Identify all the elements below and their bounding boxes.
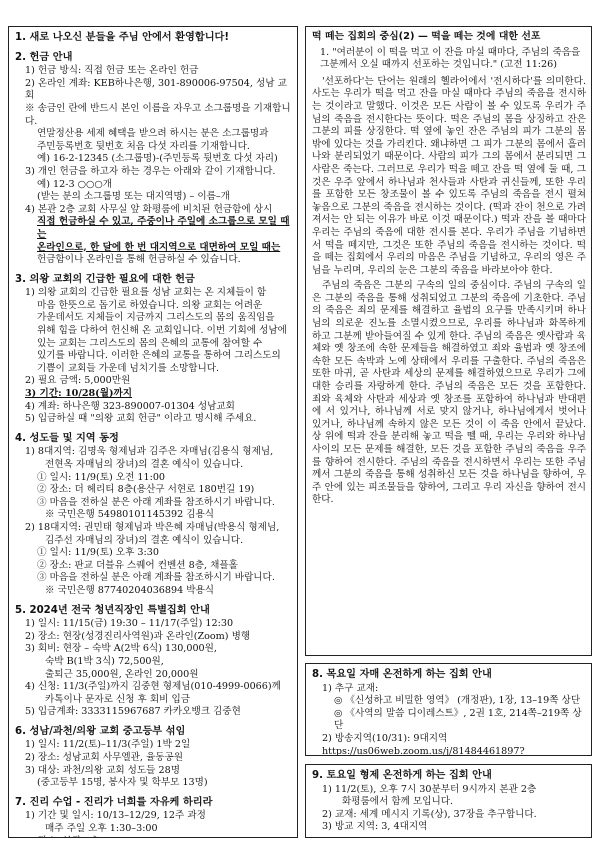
uiwang-line: 마음 한뜻으로 돕기로 하였습니다. 의왕 교회는 어려운 [37, 299, 263, 311]
youth-line: 5) 입금계좌: 3333115967687 카카오뱅크 김중현 [25, 706, 241, 718]
news-line: ② 장소: 더 헤리티 8층(용산구 서현로 180번길 19) [37, 484, 255, 496]
uiwang-deadline: 3) 기간: 10/28(월)까지 [25, 388, 133, 400]
news-line: ※ 국민은행 87740204036894 박용식 [45, 584, 215, 596]
article-title: 떡 떼는 집회의 중심(2) — 떡을 떼는 것에 대한 선포 [312, 31, 541, 42]
offering-line: ※ 송금인 란에 반드시 본인 이름을 자우고 소그룹명을 기재합니다. [25, 102, 291, 127]
article-verse: 1. "여러분이 이 떡을 먹고 이 잔을 마실 때마다, 주님의 죽음을 그분께서 오실 때까지 선포하는 것입니다." (고전 11:26) [320, 46, 581, 71]
article-paragraph: 주님의 죽음은 그분의 구속의 일의 중심이다. 주님의 구속의 일은 그분의 죽음을 통해 성취되었고 그분의 죽음에 기초한다. 주님의 죽음은 죄의 문제를 해결하고 율법의 요구를 만족시키며 하나님의 의로운 진노를 소멸시켰으므로, 우리를 하나님과 화목하게 하고 그분께 받아들여질 수 있게 한다. 주님의 죽음은 옛사람과 육체와 옛 창조에 속한 문제들을 해결하였고 죄와 율법과 옛 창조에 속한 모든 속박과 노예 상태에서 우리를 구출한다. 주님의 죽음은 또한 마귀, 곧 사탄과 세상의 문제를 해결하였으므로 우리가 그에 대한 승리를 자랑하게 한다. 주님의 죽음은 모든 것을 포함한다. 죄와 육체와 사탄과 세상과 옛 창조를 포함하여 하나님과 반대편에 서 있거나, 하나님께 서로 맞지 않거나, 하나님에게서 벗어나 있거나, 하나님께 속하지 않은 모든 것이 이 죽음 안에서 끝났다. 상 위에 떡과 잔을 분리해 놓고 떡을 뗄 때, 우리는 우리와 하나님 사이의 모든 문제를 해결한, 모든 것을 포함한 주님의 죽음을 우주를 향하여 전시한다. 주님의 죽음을 전시하면서 우리는 또한 주님께서 그분의 죽음을 통해 성취하신 모든 것을 하나님을 향하여, 우주 안에 있는 피조물들을 향하여, 그리고 우리 자신을 향하여 전시한다. [312, 280, 586, 506]
section-youth-title: 5. 2024년 전국 청년직장인 특별집회 안내 [15, 604, 210, 616]
truth-line: 매주 주일 오후 1:30–3:00 [45, 823, 158, 835]
article-paragraph: '선포하다'는 단어는 원래의 헬라어에서 '전시하다'를 의미한다. 사도는 우리가 떡을 먹고 잔을 마실 때마다 주님의 죽음을 전시하는 것이라고 말했다. 이것은 모든 사람이 볼 수 있도록 우리가 주님의 죽음을 전시한다는 뜻이다. 떡은 주님의 몸을 상징하고 잔은 그분의 피를 상징한다. 떡 옆에 놓인 잔은 주님의 피가 그분의 몸 밖에 있다는 것을 가리킨다. 왜냐하면 그 피가 그분의 몸에서 흘러나와 분리되었기 때문이다. 사람의 피가 그의 몸에서 분리되면 그 사람은 죽는다. 그러므로 우리가 떡을 떼고 잔을 떡 옆에 둘 때, 그것은 우주 앞에서 하나님과 천사들과 사탄과 귀신들께, 또한 우리를 포함한 모든 창조물이 볼 수 있도록 주님의 죽음을 전시 펼쳐 놓음으로 그분의 죽음을 전시하는 것이다. (떡과 잔이 천으로 가려져서는 안 되는 이유가 바로 이것 때문이다.) 떡과 잔을 볼 때마다 우리는 주님의 죽음에 대한 전시를 본다. 우리가 주님을 기념하면서 떡을 떼지만, 그것은 또한 주님의 죽음을 전시하는 것이다. 떡을 떼는 집회에서 우리의 마음은 주님을 기념하고, 우리의 영은 주님을 누리며, 우리의 눈은 그분의 죽음을 바라보아야 한다. [312, 75, 586, 276]
offering-line: 1) 헌금 방식: 직접 헌금 또는 온라인 헌금 [25, 65, 199, 77]
section-news [15, 433, 292, 598]
youth-line: 카톡이나 문자로 신청 후 회비 입금 [45, 693, 190, 705]
section-uiwang-title: 3. 의왕 교회의 긴급한 필요에 대한 헌금 [15, 273, 195, 285]
section-highschool [15, 726, 292, 790]
section-news-title: 4. 성도들 및 지역 동정 [15, 432, 119, 444]
section-truth-class [15, 797, 292, 838]
thursday-line: ◎ 《사역의 말씀 디이레스트》, 2권 1호, 214쪽–219쪽 상단 [334, 707, 582, 732]
uiwang-line: 있는 교회는 그리스도의 몸의 은혜의 교통에 참여할 수 [37, 337, 263, 349]
section-saturday-title: 9. 토요일 형제 온전하게 하는 집회 안내 [312, 770, 492, 781]
saturday-line: 2) 교재: 세계 메시지 기록(상), 37장을 추구합니다. [322, 808, 537, 820]
section-welcome-title: 1. 새로 나오신 분들을 주님 안에서 환영합니다! [15, 32, 230, 43]
news-line: ※ 국민은행 54980101145392 김용식 [45, 509, 215, 521]
highschool-line: 2) 장소: 성남교회 사무엘관, 율동공원 [25, 752, 184, 764]
offering-line: 헌금함이나 온라인을 통해 헌금하실 수 있습니다. [37, 254, 241, 266]
saturday-line: 화평룸에서 함께 모입니다. [342, 796, 454, 808]
thursday-line: ◎ 《신성하고 비밀한 영역》 (개정판), 1장, 13–19쪽 상단 [334, 695, 581, 707]
section-offering [15, 52, 292, 267]
news-line: 1) 8대지역: 김명욱 형제님과 김주은 자매님(김용식 형제님, [25, 446, 274, 458]
section-truth-title: 7. 진리 수업 - 진리가 너희를 자유케 하리라 [15, 796, 213, 808]
youth-line: 숙박 B(1박 3식) 72,500원, [45, 655, 164, 667]
thursday-line: 1) 추구 교재: [322, 682, 379, 694]
offering-line: 예) 16-2-12345 (소그룹명)-(주민등록 뒷번호 다섯 자리) [37, 153, 278, 165]
section-offering-title: 2. 헌금 안내 [15, 51, 73, 63]
offering-line: (받는 분의 소그룹명 또는 대지역명) – 이름–개 [37, 191, 230, 203]
uiwang-line: 1) 의왕 교회의 긴급한 필요를 성남 교회는 온 지체들이 함 [25, 287, 267, 299]
saturday-line: 3) 방교 지역: 3, 4대지역 [322, 821, 428, 833]
section-welcome [15, 32, 292, 45]
news-line: 김주선 자매님의 장녀)의 결혼 예식이 있습니다. [45, 534, 244, 546]
uiwang-note: 5) 입금하실 때 "의왕 교회 헌금" 이라고 명시해 주세요. [25, 413, 257, 425]
news-line: ① 일시: 11/9(토) 오후 3:30 [37, 547, 159, 559]
section-saturday-meeting [305, 764, 592, 838]
youth-line: 출퇴근 35,000원, 온라인 20,000원 [45, 668, 199, 680]
offering-line: 주민등록번호 뒷번호 처음 다섯 자리를 기재합니다. [37, 140, 250, 152]
truth-line [15, 836, 292, 838]
uiwang-line: 위해 힘을 다하여 헌신해 온 교회입니다. 이번 기회에 성남에 [37, 325, 287, 337]
offering-line: 4) 본관 2층 교회 사무실 앞 화평룸에 비치된 헌금함에 상시 [25, 203, 273, 215]
saturday-line: 1) 11/2(토), 오후 7시 30분부터 9시까지 본관 2층 [322, 783, 537, 795]
news-line: ② 장소: 판교 더블유 스퀘어 컨벤션 8층, 채플홀 [37, 559, 238, 571]
news-line: 전현옥 자매님의 장녀)의 결혼 예식이 있습니다. [45, 459, 244, 470]
uiwang-amount: 2) 필요 금액: 5,000만원 [25, 375, 131, 387]
uiwang-line: 가운데서도 지체들이 지금까지 그리스도의 몸의 움직임을 [37, 312, 275, 324]
uiwang-account: 4) 계좌: 하나은행 323-890007-01304 성남교회 [25, 400, 235, 412]
truth-line: 1) 기간 및 일시: 10/13–12/29, 12주 과정 [25, 810, 206, 822]
offering-line-highlight: 온라인으로, 한 달에 한 번 대지역으로 대면하여 모일 때는 [37, 241, 281, 253]
section-thursday-title: 8. 목요일 자매 온전하게 하는 집회 안내 [312, 669, 492, 680]
thursday-line: 2) 방송지역(10/31): 9대지역 [322, 732, 448, 744]
news-line: 2) 18대지역: 권민태 형제님과 박은혜 자매님(박용식 형제님, [25, 521, 280, 533]
article-box [305, 26, 592, 656]
offering-line: 2) 온라인 계좌: KEB하나은행, 301-890006-97504, 성남 교회 [25, 77, 287, 102]
youth-line: 3) 회비: 현장 – 숙박 A(2박 6식) 130,000원, [25, 643, 217, 655]
youth-line: 4) 신청: 11/3(주일)까지 김중현 형제님(010-4999-0066)께 [25, 681, 281, 693]
offering-line: 예) 12-3 ○○○개 [37, 178, 113, 190]
announcements-column-left [8, 26, 298, 838]
section-highschool-title: 6. 성남/과천/의왕 교회 중고등부 섞임 [15, 725, 186, 737]
highschool-line: 1) 일시: 11/2(토)–11/3(주일) 1박 2일 [25, 739, 191, 751]
youth-line: 2) 장소: 현장(성경진리사역원)과 온라인(Zoom) 병행 [25, 630, 251, 642]
section-uiwang-offering [15, 274, 292, 426]
section-thursday-meeting [305, 663, 592, 756]
news-line: ① 일시: 11/9(토) 오전 11:00 [37, 471, 166, 483]
zoom-link[interactable]: https://us06web.zoom.us/j/81484461897? [322, 745, 525, 756]
highschool-line: 3) 대상: 과천/의왕 교회 성도들 28명 [25, 764, 180, 776]
news-line: ③ 마음을 전하실 분은 아래 계좌를 참조하시기 바랍니다. [37, 496, 275, 508]
section-youth-conference [15, 605, 292, 719]
youth-line: 1) 일시: 11/15(금) 19:30 – 11/17(주일) 12:30 [25, 618, 234, 630]
offering-line: 3) 개인 헌금을 하고자 하는 경우는 아래와 같이 기재합니다. [25, 165, 276, 177]
news-line: ③ 마음을 전하실 분은 아래 계좌를 참조하시기 바랍니다. [37, 572, 275, 584]
highschool-line: (중고등부 15명, 봉사자 및 학부모 13명) [37, 777, 208, 789]
offering-line: 연말정산용 세제 혜택을 받으려 하시는 분은 소그룹명과 [37, 128, 269, 140]
offering-line-highlight: 직접 헌금하실 수 있고, 주중이나 주일에 소그룹으로 모일 때는 [37, 216, 290, 240]
uiwang-line: 있기를 바랍니다. 이러한 은혜의 교통을 통하여 그리스도의 [37, 350, 281, 362]
uiwang-line: 기쁨이 교회들 가운데 넘치기를 소망합니다. [37, 362, 220, 374]
